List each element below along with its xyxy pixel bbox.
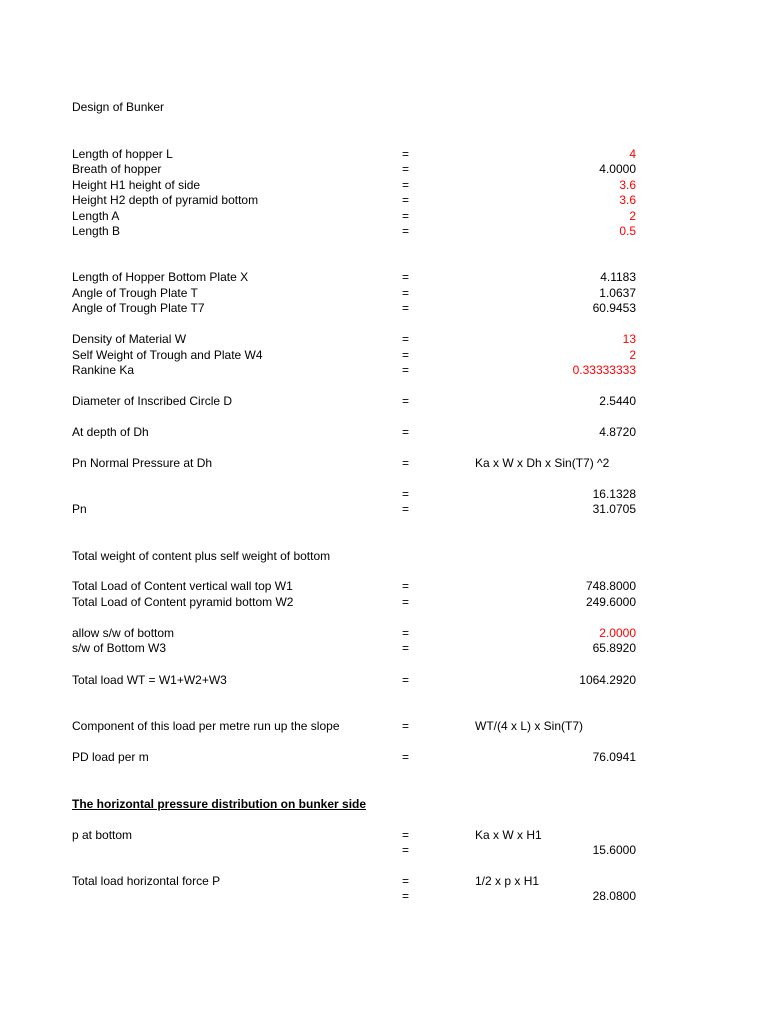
row-label: Total Load of Content pyramid bottom W2 [72,595,294,609]
row-load-W2 [0,594,768,610]
equals-sign: = [402,178,410,192]
equals-sign: = [402,487,410,501]
computed-value: 748.8000 [585,579,636,593]
row-length-B [0,223,768,239]
computed-value: 76.0941 [592,750,636,764]
equals-sign: = [402,828,410,842]
row-label: Height H1 height of side [72,178,201,192]
row-label: Length A [72,209,120,223]
row-label: Density of Material W [72,332,187,346]
formula-text: Ka x W x H1 [475,828,542,842]
row-label: p at bottom [72,828,133,842]
row-rankine-Ka [0,362,768,378]
row-angle-T [0,285,768,301]
equals-sign: = [402,595,410,609]
row-bottom-plate-X [0,269,768,285]
row-height-H1 [0,177,768,193]
row-label: Diameter of Inscribed Circle D [72,394,233,408]
row-p-bottom-formula [0,827,768,843]
input-value: 3.6 [619,193,636,207]
row-label: Angle of Trough Plate T [72,286,198,300]
row-sw-W3 [0,640,768,656]
computed-value: 31.0705 [592,502,636,516]
equals-sign: = [402,502,410,516]
computed-value: 4.8720 [599,425,636,439]
equals-sign: = [402,719,410,733]
row-height-H2 [0,192,768,208]
computed-value: 2.5440 [599,394,636,408]
row-density-W [0,331,768,347]
input-value: 0.33333333 [572,363,636,377]
row-total-WT [0,672,768,688]
formula-text: 1/2 x p x H1 [475,874,540,888]
equals-sign: = [402,332,410,346]
row-label: Self Weight of Trough and Plate W4 [72,348,263,362]
equals-sign: = [402,750,410,764]
equals-sign: = [402,456,410,470]
row-force-P-formula [0,873,768,889]
page-title: Design of Bunker [72,100,165,114]
row-length-A [0,208,768,224]
row-angle-T7 [0,300,768,316]
row-label: At depth of Dh [72,425,149,439]
equals-sign: = [402,425,410,439]
equals-sign: = [402,193,410,207]
section-label: Total weight of content plus self weight of bottom [72,549,331,563]
row-label: Height H2 depth of pyramid bottom [72,193,259,207]
equals-sign: = [402,270,410,284]
row-label: Total load WT = W1+W2+W3 [72,673,227,687]
equals-sign: = [402,843,410,857]
equals-sign: = [402,209,410,223]
row-self-weight-W4 [0,347,768,363]
formula-text: WT/(4 x L) x Sin(T7) [475,719,584,733]
input-value: 2 [629,209,636,223]
equals-sign: = [402,641,410,655]
row-horizontal-heading [0,796,768,812]
row-pd-load [0,749,768,765]
row-pn [0,501,768,517]
row-allow-sw [0,625,768,641]
equals-sign: = [402,224,410,238]
equals-sign: = [402,673,410,687]
row-pn-formula [0,455,768,471]
equals-sign: = [402,301,410,315]
row-component [0,718,768,734]
row-breath [0,161,768,177]
computed-value: 60.9453 [592,301,636,315]
formula-text: Ka x W x Dh x Sin(T7) ^2 [475,456,610,470]
computed-value: 4.1183 [600,270,636,284]
equals-sign: = [402,363,410,377]
row-label: Rankine Ka [72,363,135,377]
row-pn-intermediate [0,486,768,502]
row-label: Total load horizontal force P [72,874,221,888]
equals-sign: = [402,162,410,176]
input-value: 2 [629,348,636,362]
input-value: 4 [629,147,636,161]
computed-value: 1.0637 [599,286,636,300]
computed-value: 249.6000 [585,595,636,609]
equals-sign: = [402,626,410,640]
row-label: Angle of Trough Plate T7 [72,301,205,315]
equals-sign: = [402,874,410,888]
row-label: Pn [72,502,87,516]
input-value: 3.6 [619,178,636,192]
row-length-L [0,146,768,162]
input-value: 0.5 [619,224,636,238]
row-label: Length B [72,224,121,238]
section-heading: The horizontal pressure distribution on bunker side [72,797,367,811]
input-value: 2.0000 [599,626,636,640]
equals-sign: = [402,147,410,161]
computed-value: 15.6000 [592,843,636,857]
row-label: Length of hopper L [72,147,173,161]
row-label: PD load per m [72,750,149,764]
row-label: Length of Hopper Bottom Plate X [72,270,249,284]
row-depth-Dh [0,424,768,440]
equals-sign: = [402,394,410,408]
row-label: allow s/w of bottom [72,626,175,640]
computed-value: 65.8920 [592,641,636,655]
title-row [0,99,768,115]
row-label: Component of this load per metre run up the slope [72,719,340,733]
input-value: 13 [622,332,636,346]
computed-value: 28.0800 [592,889,636,903]
row-label: Total Load of Content vertical wall top W1 [72,579,293,593]
equals-sign: = [402,579,410,593]
row-load-W1 [0,578,768,594]
equals-sign: = [402,348,410,362]
computed-value: 16.1328 [592,487,636,501]
computed-value: 4.0000 [599,162,636,176]
row-diameter-D [0,393,768,409]
computed-value: 1064.2920 [579,673,636,687]
equals-sign: = [402,286,410,300]
row-force-P-value [0,888,768,904]
row-total-weight-heading [0,548,768,564]
row-p-bottom-value [0,842,768,858]
row-label: Breath of hopper [72,162,162,176]
row-label: Pn Normal Pressure at Dh [72,456,213,470]
row-label: s/w of Bottom W3 [72,641,167,655]
equals-sign: = [402,889,410,903]
